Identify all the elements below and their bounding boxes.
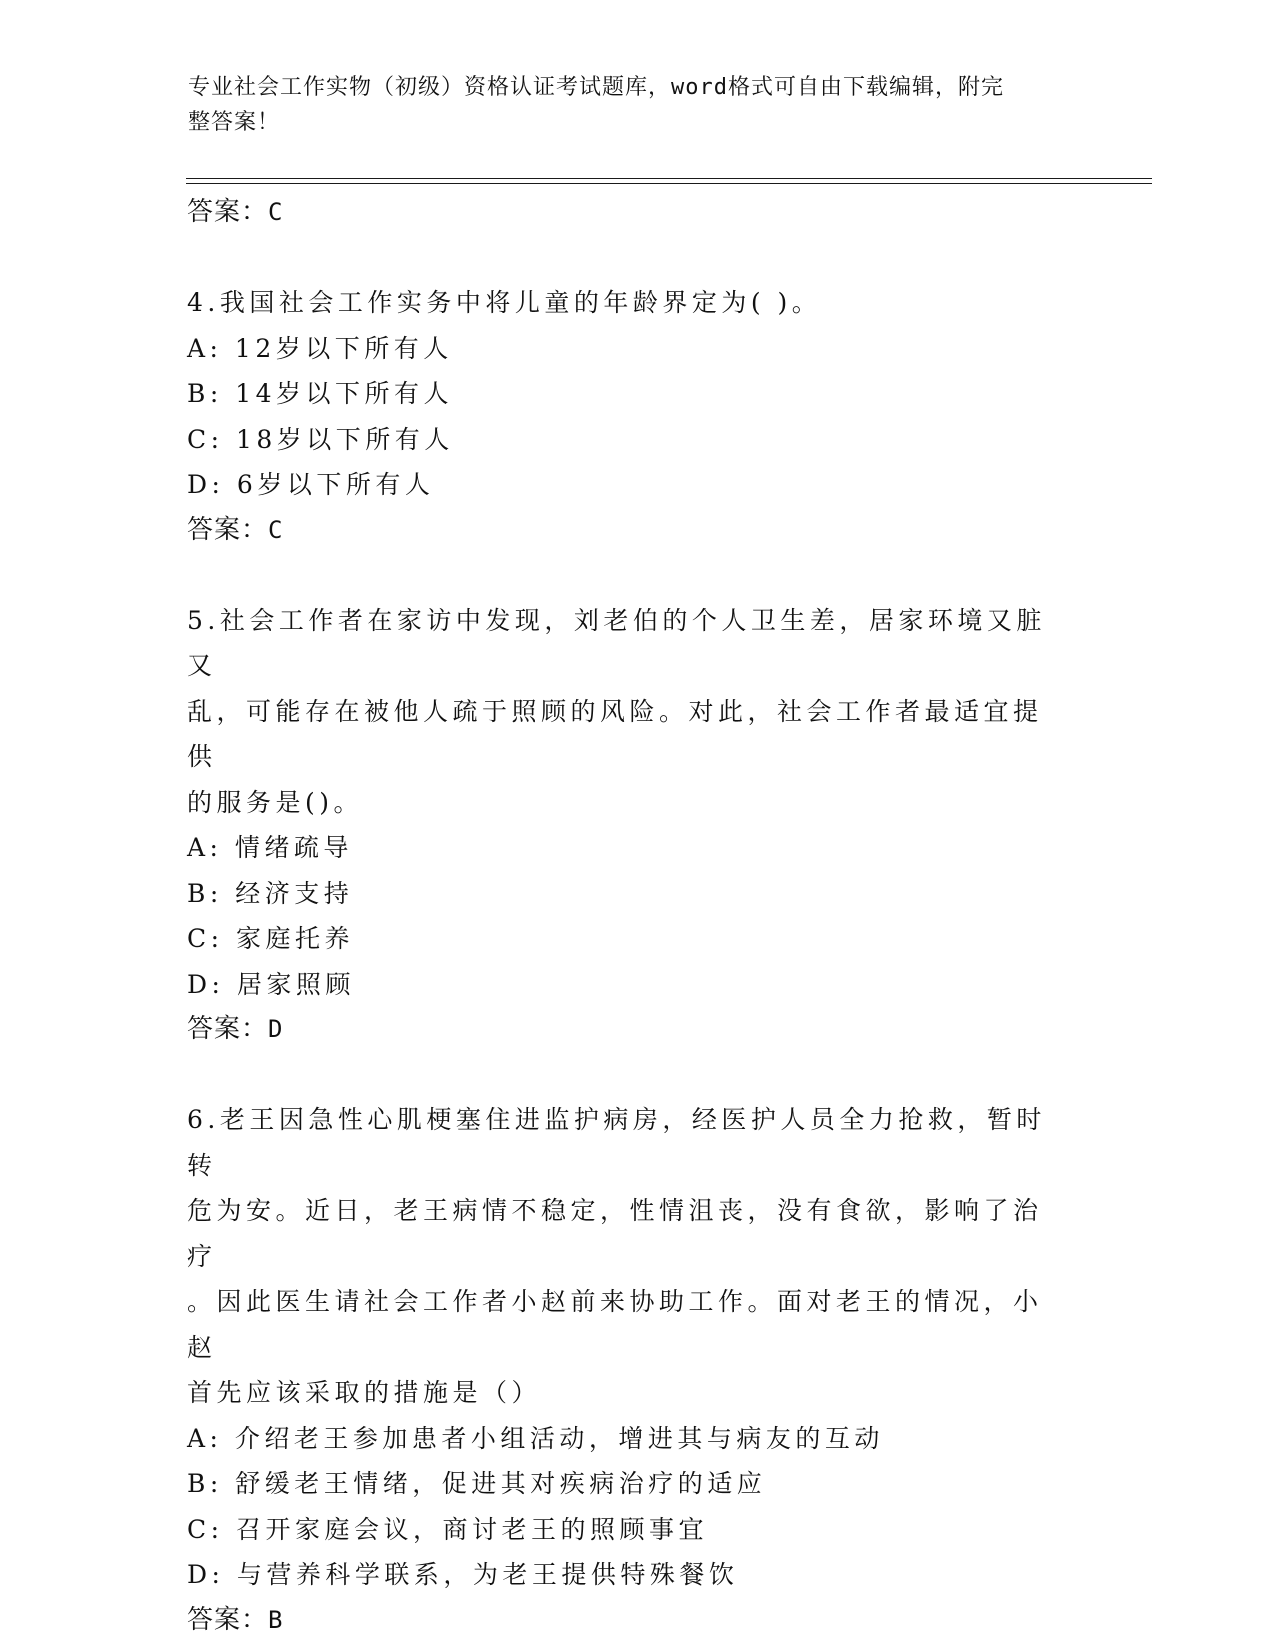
question-6 [187, 1097, 1067, 1598]
header-line-1: 专业社会工作实物（初级）资格认证考试题库，word格式可自由下载编辑，附完 [188, 75, 1004, 100]
document-header [188, 70, 1068, 140]
spacer [187, 1052, 1087, 1097]
header-divider-bottom [186, 183, 1152, 184]
option-b: B: 经济支持 [187, 878, 354, 908]
question-stem: 6.老王因急性心肌梗塞住进监护病房，经医护人员全力抢救，暂时转 危为安。近日，老王病情不稳定，性情沮丧，没有食欲，影响了治疗 。因此医生请社会工作者小赵前来协助工作。面对老王的情况，小赵 首先应该采取的措施是（） [187, 1105, 1046, 1407]
option-b: B: 14岁以下所有人 [187, 379, 454, 408]
option-d: D: 居家照顾 [187, 969, 355, 999]
answer-value: D [268, 1015, 284, 1043]
question-4 [187, 280, 1067, 508]
answer-label: 答案： [187, 1014, 269, 1044]
question-4-answer [187, 508, 1087, 553]
option-c: C: 18岁以下所有人 [187, 424, 454, 454]
spacer [187, 553, 1087, 598]
option-c: C: 召开家庭会议，商讨老王的照顾事宜 [187, 1514, 708, 1544]
question-5 [187, 598, 1067, 1008]
option-a: A: 12岁以下所有人 [187, 333, 453, 363]
question-6-answer [187, 1598, 1087, 1643]
answer-value: B [268, 1605, 284, 1634]
question-stem: 5.社会工作者在家访中发现，刘老伯的个人卫生差，居家环境又脏又 乱，可能存在被他人疏于照顾的风险。对此，社会工作者最适宜提供 的服务是()。 [187, 605, 1046, 817]
header-divider-top [186, 178, 1152, 179]
question-5-answer [187, 1007, 1087, 1052]
option-d: D: 与营养科学联系，为老王提供特殊餐饮 [187, 1560, 739, 1589]
spacer [187, 235, 1087, 280]
option-a: A: 介绍老王参加患者小组活动，增进其与病友的互动 [187, 1423, 884, 1453]
answer-label: 答案： [187, 514, 269, 545]
answer-value: C [268, 198, 284, 226]
previous-question-answer [187, 190, 1087, 235]
answer-value: C [268, 515, 284, 544]
answer-label: 答案： [187, 1604, 269, 1635]
option-c: C: 家庭托养 [187, 924, 354, 953]
option-d: D: 6岁以下所有人 [187, 470, 435, 499]
question-list [187, 190, 1087, 1643]
option-a: A: 情绪疏导 [187, 833, 353, 862]
answer-label: 答案： [187, 197, 269, 227]
header-line-2: 整答案！ [188, 110, 281, 135]
option-b: B: 舒缓老王情绪，促进其对疾病治疗的适应 [187, 1469, 767, 1498]
question-stem: 4.我国社会工作实务中将儿童的年龄界定为( )。 [187, 288, 822, 317]
